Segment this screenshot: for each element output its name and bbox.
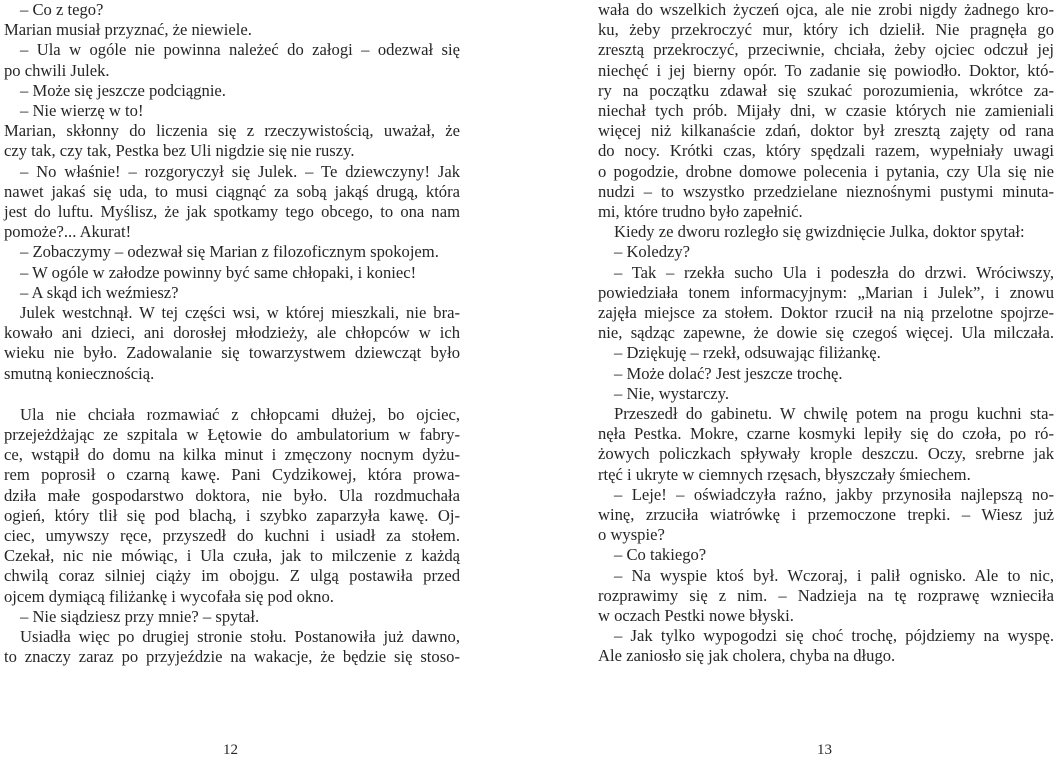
text-line: rozprawimy się z nim. – Nadzieja na tę rozprawę wznieciła <box>598 585 1054 605</box>
text-line: to znaczy zaraz po przyjeździe na wakacje, że będzie się stoso- <box>4 647 460 667</box>
text-line: – Leje! – oświadczyła raźno, jakby przynosiła najlepszą no- <box>614 484 1054 504</box>
text-line: – Co z tego? <box>20 0 104 19</box>
text-line: żowych policzkach spływały krople deszczu. Oczy, srebrne jak <box>598 444 1054 464</box>
text-line: – Zobaczymy – odezwał się Marian z filozoficznym spokojem. <box>20 242 439 262</box>
text-line: zresztą przekroczyć, przeciwnie, chciała, żeby ojciec odczuł jej <box>598 40 1054 60</box>
text-line: pomoże?... Akurat! <box>4 222 132 242</box>
text-line: – Koledzy? <box>614 242 691 262</box>
text-line: rem poprosił o czarną kawę. Pani Cydzikowej, która prowa- <box>4 465 460 485</box>
text-line: ku, żeby przekroczyć mur, który ich dzielił. Nie pragnęła go <box>598 20 1054 40</box>
text-line: – Nie, wystarczy. <box>614 383 730 403</box>
text-line: ciec, umywszy ręce, przyszedł do kuchni i usiadł za stołem. <box>4 526 460 545</box>
text-line: Przeszedł do gabinetu. W chwilę potem na progu kuchni sta- <box>614 404 1054 423</box>
text-line: niechęć i jej bierny opór. To zadanie się powiodło. Doktor, któ- <box>598 60 1054 80</box>
text-line: Czekał, nic nie mówiąc, i Ula czuła, jak to milczenie z każdą <box>4 546 460 566</box>
text-line: Ula nie chciała rozmawiać z chłopcami dłużej, bo ojciec, <box>20 404 460 424</box>
text-line: wieku nie było. Zadowalanie się towarzystwem dziewcząt było <box>4 343 460 363</box>
page-number: 12 <box>223 742 238 758</box>
text-line: – Może dolać? Jest jeszcze trochę. <box>614 363 843 383</box>
text-line: ry na początku zdawał się szukać porozumienia, wkrótce za- <box>598 80 1054 100</box>
text-line: – Nie wierzę w to! <box>20 101 144 120</box>
page-number: 13 <box>817 742 832 758</box>
text-line: – Nie siądziesz przy mnie? – spytał. <box>20 606 260 626</box>
text-line: Julek westchnął. W tej części wsi, w której mieszkali, nie bra- <box>20 303 460 322</box>
text-line: – Dziękuję – rzekł, odsuwając filiżankę. <box>614 343 881 363</box>
text-line: wała do wszelkich życzeń ojca, ale nie zrobi nigdy żadnego kro- <box>598 0 1054 19</box>
text-line: kowało ani dzieci, ani dorosłej młodzieży, ale chłopców w ich <box>4 323 460 343</box>
text-line: – Co takiego? <box>614 545 707 565</box>
text-line: przejeżdżając ze szpitala w Łętowie do ambulatorium w fabry- <box>4 425 460 444</box>
text-line: Usiadła więc po drugiej stronie stołu. Postanowiła już dawno, <box>20 627 460 646</box>
text-line: w oczach Pestki nowe błyski. <box>598 606 794 625</box>
text-line: do nocy. Krótki czas, który spędzali razem, wypełniały uwagi <box>598 141 1054 161</box>
text-line: – Jak tylko wypogodzi się choć trochę, pójdziemy na wyspę. <box>614 626 1054 646</box>
text-line: Marian musiał przyznać, że niewiele. <box>4 20 252 40</box>
text-line: ce, wstąpił do domu na kilka minut i zmęczony nocnym dyżu- <box>4 445 460 465</box>
text-line: niechał tych prób. Mijały dni, w czasie których nie zamieniali <box>598 101 1054 120</box>
text-line: – Ula w ogóle nie powinna należeć do załogi – odezwał się <box>20 40 460 60</box>
text-line: chwilą coraz silniej ciąży im obojgu. Z ulgą postawiła przed <box>4 566 460 586</box>
text-line: powiedziała tonem informacyjnym: „Marian i Julek”, i znowu <box>598 282 1054 302</box>
text-line: winę, zrzuciła wiatrówkę i przemoczone trepki. – Wiesz już <box>598 505 1054 524</box>
text-line: smutną koniecznością. <box>4 363 155 383</box>
text-line: zajęła miejsce za stołem. Doktor rzucił na nią przelotne spojrze- <box>598 303 1054 322</box>
text-line: – Na wyspie ktoś był. Wczoraj, i palił ognisko. Ale to nic, <box>614 565 1054 585</box>
text-line: – Tak – rzekła sucho Ula i podeszła do drzwi. Wróciwszy, <box>614 262 1054 282</box>
text-line: o pogodzie, drobne domowe polecenia i pytania, czy Ula się nie <box>598 161 1054 181</box>
text-line: czy tak, czy tak, Pestka bez Uli nigdzie się nie ruszy. <box>4 141 355 161</box>
text-line: – Może się jeszcze podciągnie. <box>20 80 226 100</box>
text-line: nudzi – to wszystko przedzielane nieznośnymi pustymi minuta- <box>598 181 1054 201</box>
text-line: – A skąd ich weźmiesz? <box>20 282 179 302</box>
text-line: mi, które trudno było zapełnić. <box>598 202 803 221</box>
text-line: o wyspie? <box>598 525 665 545</box>
text-line: ogień, który tlił się pod blachą, i szybko zaparzyła kawę. Oj- <box>4 505 460 525</box>
text-line: nie, sądząc zapewne, że dowie się czegoś więcej. Ula milczała. <box>598 323 1054 343</box>
text-line: nęła Pestka. Mokre, czarne kosmyki lepiły się do czoła, po ró- <box>598 424 1054 444</box>
text-line: Kiedy ze dworu rozległo się gwizdnięcie Julka, doktor spytał: <box>614 222 1025 242</box>
text-line: nawet jakaś się uda, to musi ciągnąć za sobą jakąś drugą, która <box>4 181 460 201</box>
text-line: więcej niż kilkanaście zdań, doktor był zresztą zajęty od rana <box>598 121 1054 141</box>
text-line: po chwili Julek. <box>4 60 110 80</box>
text-line: – W ogóle w załodze powinny być same chłopaki, i koniec! <box>20 262 417 282</box>
text-line: dziła małe gospodarstwo doktora, nie było. Ula rozdmuchała <box>4 485 460 505</box>
text-line: – No właśnie! – rozgoryczył się Julek. – Te dziewczyny! Jak <box>20 161 460 181</box>
text-line: Ale zaniosło się jak cholera, chyba na długo. <box>598 646 896 666</box>
text-line: rtęć i ukryte w ciemnych rzęsach, błyszczały śmiechem. <box>598 464 971 484</box>
text-line: Marian, skłonny do liczenia się z rzeczywistością, uważał, że <box>4 121 460 141</box>
text-line: jest do luftu. Myślisz, że jak spotkamy tego obcego, to ona nam <box>4 202 460 221</box>
text-line: ojcem dymiącą filiżankę i wycofała się pod okno. <box>4 586 334 606</box>
